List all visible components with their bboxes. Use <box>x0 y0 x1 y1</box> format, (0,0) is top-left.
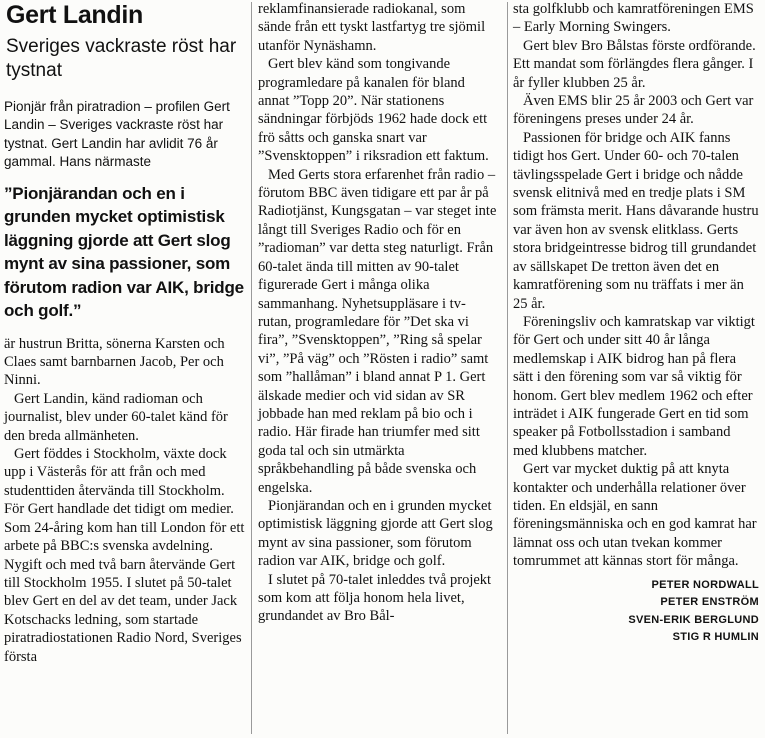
column-rule <box>251 2 252 734</box>
column-2-body <box>258 0 498 626</box>
article-subtitle: Sveriges vackraste röst har tystnat <box>6 36 237 81</box>
body-paragraph: är hustrun Britta, sönerna Karsten och Claes samt barnbarnen Jacob, Per och Ninni. <box>4 335 225 389</box>
body-paragraph: Passionen för bridge och AIK fanns tidigt hos Gert. Under 60- och 70-talen tävlingsspelade Gert i bridge och nådde svensk elitnivå med en tredje plats i SM som främsta merit. Hans dåvarande hustru var även hon av svensk elitklass. Gerts stora bridgeintresse bidrog till grundandet av sällskapet De tretton även det en kamratförening som nu träffats i mer än 25 år. <box>513 129 759 312</box>
body-paragraph: Gert blev Bro Bålstas förste ordförande. Ett mandat som förlängdes flera gånger. I år fyller klubben 25 år. <box>513 37 756 91</box>
body-paragraph: Även EMS blir 25 år 2003 och Gert var föreningens preses under 24 år. <box>513 93 754 128</box>
signature-list <box>513 577 759 647</box>
article-title: Gert Landin <box>6 1 143 29</box>
column-2 <box>258 0 498 626</box>
article-ingress: Pionjär från piratradion – profilen Gert Landin – Sveriges vackraste röst har tystnat. Gert Landin har avlidit 76 år gammal. Hans närmaste <box>4 99 230 170</box>
column-rule <box>507 2 508 734</box>
column-3-body <box>513 0 759 571</box>
body-paragraph: Föreningsliv och kamratskap var viktigt för Gert och under sitt 40 år långa medlemskap i AIK bidrog han på flera sätt i den förening som var så viktig för honom. Gert blev medlem 1962 och efter inträdet i AIK fungerade Gert en tid som speaker på Fotbollsstadion i samband med klubbens matcher. <box>513 313 755 459</box>
author-signature: SVEN-ERIK BERGLUND <box>628 613 759 626</box>
body-paragraph: Med Gerts stora erfarenhet från radio – förutom BBC även tidigare ett par år på Radiotjänst, Kungsgatan – var steget inte långt till Sveriges Radio och för en ”radioman” var detta steg naturligt. Från 60-talet ända till mitten av 90-talet figurerade Gert i många olika sammanhang. Nyhetsuppläsare i tv-rutan, programledare för ”Det ska vi fira”, ”Svensktoppen”, ”Ring så spelar vi”, ”På väg” och ”Rösten i radio” samt som ”hallåman” i bland annat P 1. Gert älskade medier och vid sidan av SR jobbade han med reklam på bio och i radio. Här firade han triumfer med sitt goda tal och sin utmärkta språkbehandling på både svenska och engelska. <box>258 166 497 496</box>
pull-quote: ”Pionjärandan och en i grunden mycket optimistisk läggning gjorde att Gert slog mynt av sina passioner, som förutom radion var AIK, bridge och golf.” <box>4 183 244 321</box>
body-paragraph: Pionjärandan och en i grunden mycket optimistisk läggning gjorde att Gert slog mynt av sina passioner, som förutom radion var AIK, bridge och golf. <box>258 497 493 570</box>
body-paragraph: Gert var mycket duktig på att knyta kontakter och underhålla relationer över tiden. En eldsjäl, en sann föreningsmänniska och en god kamrat har lämnat oss och utan tvekan kommer tomrummet att kännas stort för många. <box>513 461 757 570</box>
body-paragraph: Gert Landin, känd radioman och journalist, blev under 60-talet känd för den breda allmänheten. <box>4 390 228 444</box>
author-signature: PETER NORDWALL <box>651 578 759 591</box>
body-paragraph: I slutet på 70-talet inleddes två projekt som kom att följa honom hela livet, grundandet av Bro Bål- <box>258 571 492 625</box>
body-paragraph: reklamfinansierade radiokanal, som sände från ett tyskt lastfartyg tre sjömil utanför Nynäshamn. <box>258 1 486 54</box>
author-signature: PETER ENSTRÖM <box>660 596 759 609</box>
body-paragraph: sta golfklubb och kamratföreningen EMS – Early Morning Swingers. <box>513 1 754 36</box>
author-signature: STIG R HUMLIN <box>672 631 759 644</box>
body-paragraph: Gert föddes i Stockholm, växte dock upp i Västerås för att från och med studenttiden återvända till Stockholm. För Gert handlade det tidigt om medier. Som 24-åring kom han till London för ett arbete på BBC:s svenska avdelning. Nygift och med två barn återvände Gert till Stockholm 1955. I slutet på 50-talet blev Gert en del av det team, under Jack Kotschacks ledning, som startade piratradiostationen Radio Nord, Sveriges första <box>4 446 245 665</box>
column-1-body <box>4 335 246 666</box>
column-1 <box>4 0 246 666</box>
body-paragraph: Gert blev känd som tongivande programledare på kanalen för bland annat ”Topp 20”. När stationens sändningar förbjöds 1962 hade dock ett frö såtts och ganska snart var ”Svensktoppen” i riksradion ett faktum. <box>258 56 489 165</box>
column-3 <box>513 0 759 647</box>
